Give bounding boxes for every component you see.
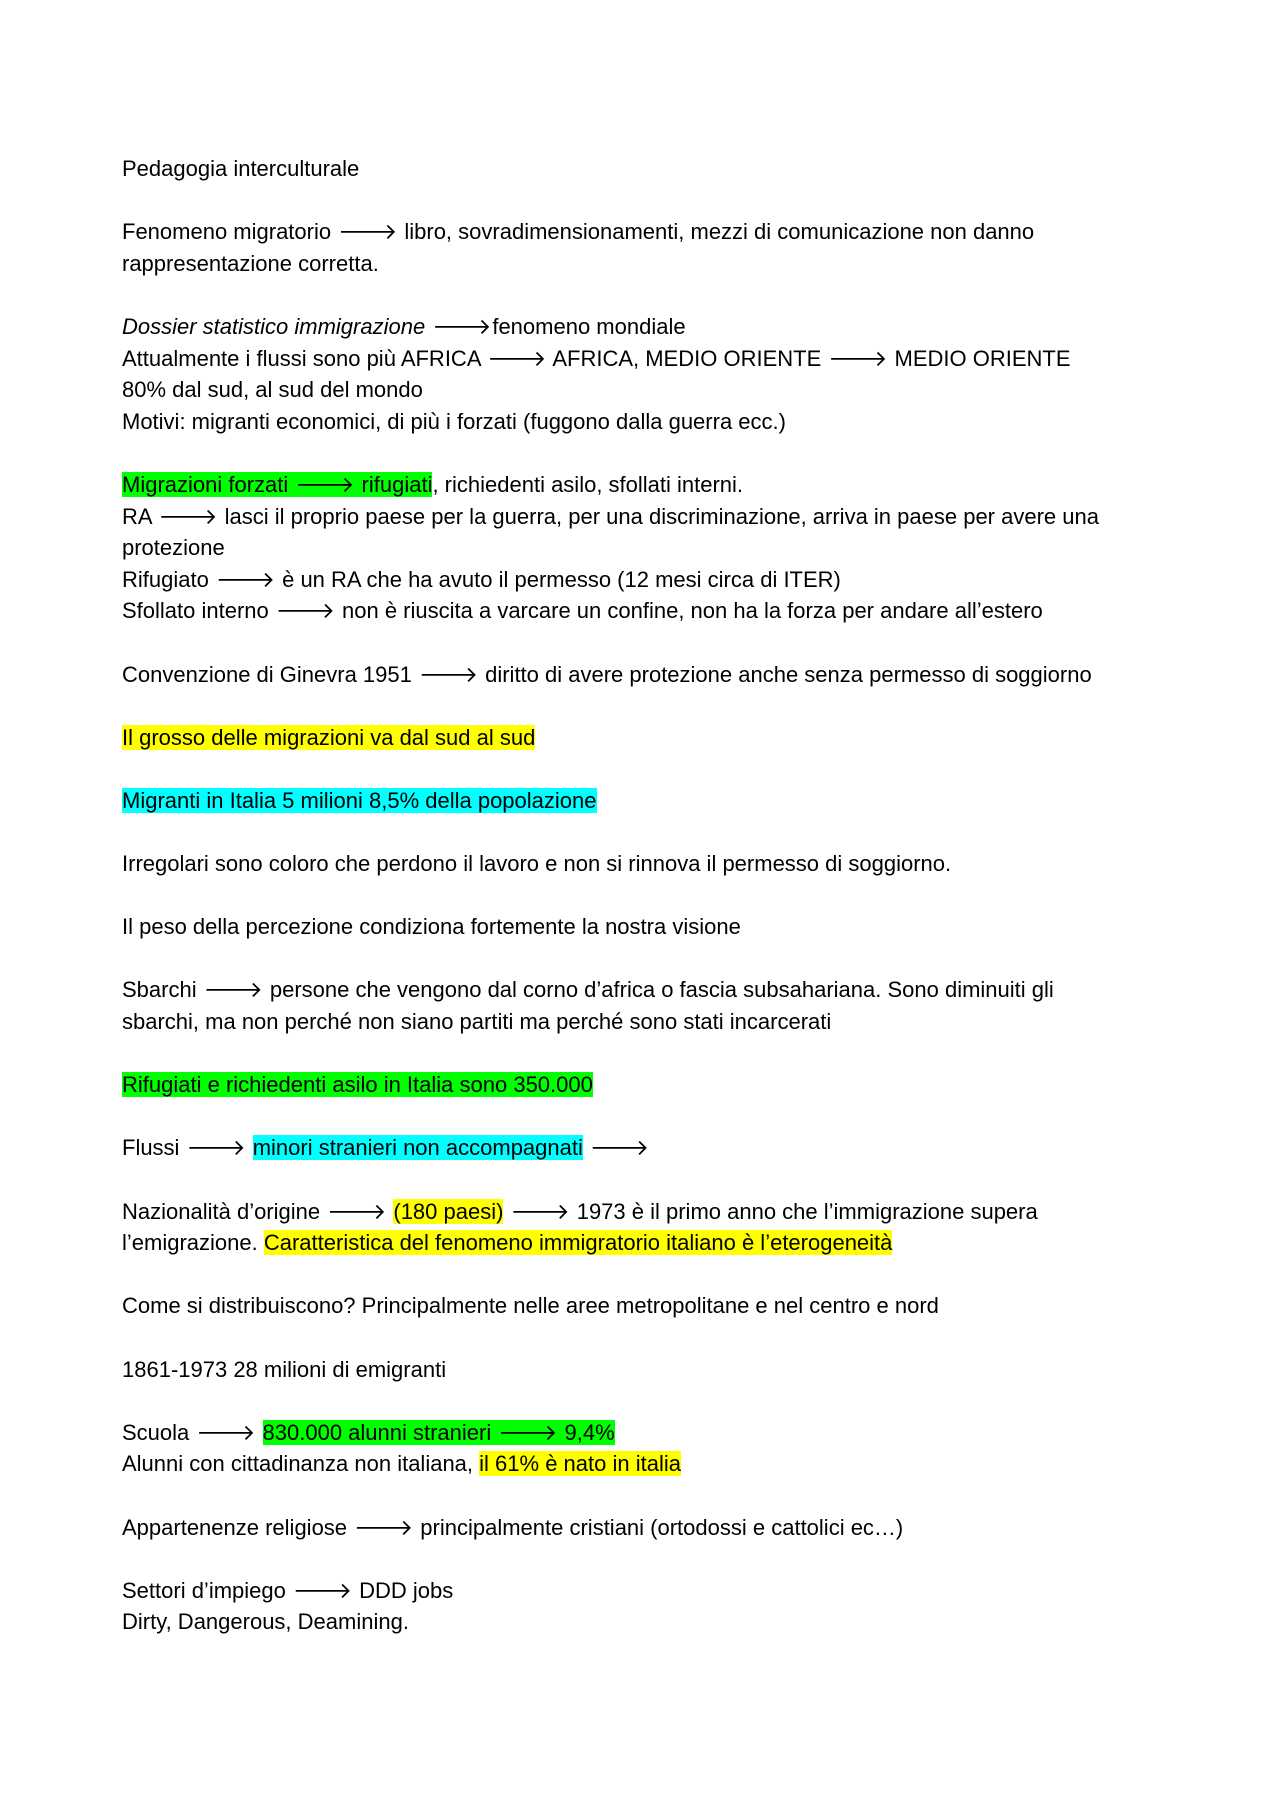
highlight-yellow: (180 paesi)	[393, 1198, 504, 1224]
paragraph-nazionalita: Nazionalità d’origine 🡒 (180 paesi) 🡒 1973 è il primo anno che l’immigrazione supera	[122, 1196, 1162, 1228]
paragraph-scuola: Scuola 🡒 830.000 alunni stranieri 🡒 9,4%	[122, 1417, 1162, 1449]
paragraph-line: Attualmente i flussi sono più AFRICA 🡒 AFRICA, MEDIO ORIENTE 🡒 MEDIO ORIENTE	[122, 343, 1162, 375]
paragraph-line: protezione	[122, 535, 225, 561]
paragraph-irregolari: Irregolari sono coloro che perdono il lavoro e non si rinnova il permesso di soggiorno.	[122, 851, 952, 877]
arrow-icon: 🡒	[196, 1419, 256, 1445]
highlight-cyan: Migranti in Italia 5 milioni 8,5% della popolazione	[122, 787, 597, 813]
paragraph-convenzione: Convenzione di Ginevra 1951 🡒 diritto di avere protezione anche senza permesso di soggiorno	[122, 659, 1162, 691]
arrow-icon: 🡒	[293, 1577, 352, 1603]
paragraph-grosso-migrazioni	[122, 722, 1162, 754]
arrow-icon: 🡒	[203, 977, 263, 1003]
paragraph-line: Rifugiato 🡒 è un RA che ha avuto il permesso (12 mesi circa di ITER)	[122, 564, 1162, 596]
arrow-icon: 🡒	[487, 345, 547, 371]
arrow-icon: 🡒	[186, 1135, 246, 1161]
paragraph-line: Motivi: migranti economici, di più i forzati (fuggono dalla guerra ecc.)	[122, 408, 786, 434]
paragraph-line: Sfollato interno 🡒 non è riuscita a varcare un confine, non ha la forza per andare all’estero	[122, 595, 1162, 627]
paragraph-settori: Settori d’impiego 🡒 DDD jobs	[122, 1575, 1162, 1607]
arrow-icon: 🡒	[590, 1135, 649, 1161]
highlight-cyan: minori stranieri non accompagnati	[252, 1135, 583, 1161]
paragraph-rifugiati-italia	[122, 1069, 1162, 1101]
title-text: Pedagogia interculturale	[122, 156, 360, 181]
paragraph-migranti-italia	[122, 785, 1162, 817]
paragraph-sbarchi: Sbarchi 🡒 persone che vengono dal corno d’africa o fascia subsahariana. Sono diminuiti gli	[122, 974, 1162, 1006]
paragraph-distribuzione: Come si distribuiscono? Principalmente nelle aree metropolitane e nel centro e nord	[122, 1293, 939, 1319]
highlight-yellow: il 61% è nato in italia	[479, 1451, 681, 1477]
arrow-icon: 🡒	[418, 661, 478, 687]
paragraph-line: RA 🡒 lasci il proprio paese per la guerra, per una discriminazione, arriva in paese per avere una	[122, 501, 1162, 533]
arrow-icon: 🡒	[158, 503, 218, 529]
paragraph-line: Alunni con cittadinanza non italiana, il 61% è nato in italia	[122, 1451, 681, 1477]
arrow-icon: 🡒	[828, 345, 888, 371]
document-page	[122, 153, 1162, 1638]
arrow-icon: 🡒	[432, 313, 492, 339]
arrow-icon: 🡒	[510, 1198, 570, 1224]
arrow-icon: 🡒	[275, 598, 335, 624]
paragraph-fenomeno-migratorio: Fenomeno migratorio 🡒 libro, sovradimensionamenti, mezzi di comunicazione non danno	[122, 216, 1162, 248]
document-title	[122, 153, 1162, 185]
paragraph-percezione: Il peso della percezione condiziona fortemente la nostra visione	[122, 914, 741, 940]
highlight-yellow: Caratteristica del fenomeno immigratorio italiano è l’eterogeneità	[263, 1230, 893, 1256]
arrow-icon: 🡒	[295, 471, 355, 497]
paragraph-flussi: Flussi 🡒 minori stranieri non accompagnati 🡒	[122, 1132, 1162, 1164]
paragraph-line: Dirty, Dangerous, Deamining.	[122, 1609, 409, 1635]
paragraph-religiose: Appartenenze religiose 🡒 principalmente cristiani (ortodossi e cattolici ec…)	[122, 1512, 1162, 1544]
highlight-green: 830.000 alunni stranieri 🡒 9,4%	[263, 1420, 615, 1445]
paragraph-line: rappresentazione corretta.	[122, 250, 379, 276]
paragraph-migrazioni-forzati: Migrazioni forzati 🡒 rifugiati, richiedenti asilo, sfollati interni.	[122, 469, 1162, 501]
paragraph-dossier: Dossier statistico immigrazione 🡒fenomeno mondiale	[122, 311, 1162, 343]
arrow-icon: 🡒	[354, 1514, 414, 1540]
highlight-green: Migrazioni forzati 🡒 rifugiati	[122, 472, 432, 497]
paragraph-line: 80% dal sud, al sud del mondo	[122, 377, 423, 403]
arrow-icon: 🡒	[215, 566, 275, 592]
highlight-yellow: Il grosso delle migrazioni va dal sud al sud	[122, 724, 536, 750]
arrow-icon: 🡒	[498, 1419, 558, 1445]
paragraph-emigranti: 1861-1973 28 milioni di emigranti	[122, 1356, 447, 1382]
arrow-icon: 🡒	[327, 1198, 387, 1224]
arrow-icon: 🡒	[338, 219, 398, 245]
paragraph-line: l’emigrazione. Caratteristica del fenomeno immigratorio italiano è l’eterogeneità	[122, 1230, 893, 1256]
paragraph-line: sbarchi, ma non perché non siano partiti ma perché sono stati incarcerati	[122, 1009, 832, 1035]
highlight-green: Rifugiati e richiedenti asilo in Italia sono 350.000	[122, 1072, 593, 1098]
